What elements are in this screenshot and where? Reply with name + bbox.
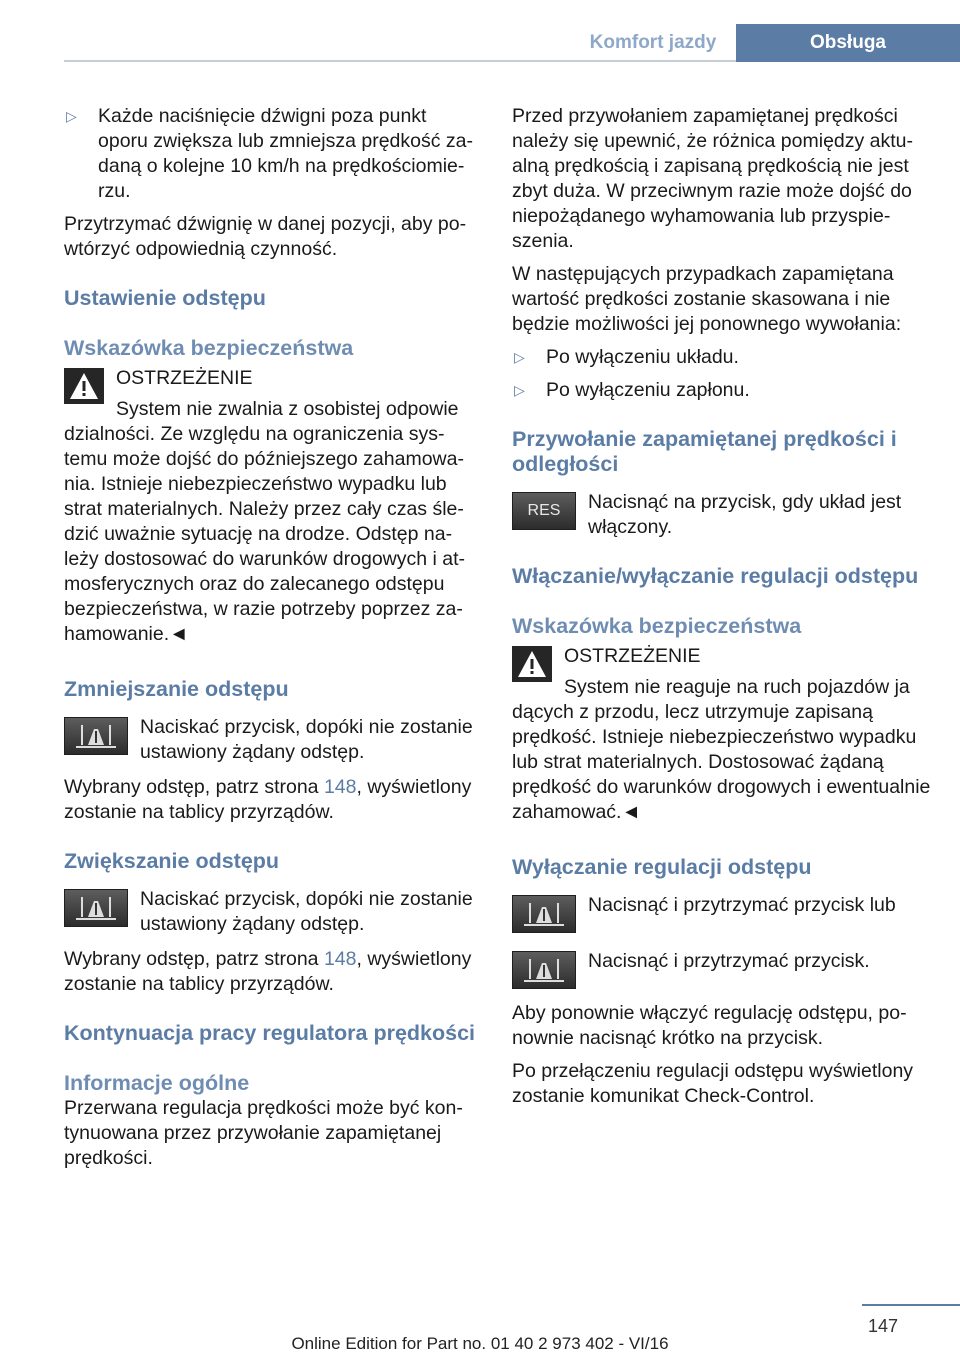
instruction-text: Nacisnąć i przytrzymać przycisk lub — [588, 894, 896, 916]
recall-instruction — [512, 490, 932, 540]
section-heading: Przywołanie zapamiętanej prędkości i odległości — [512, 427, 897, 476]
res-button-icon: RES — [512, 492, 576, 530]
section-heading: Zmniejszanie odstępu — [64, 677, 289, 701]
warning-text: System nie reaguje na ruch pojazdów ja — [564, 676, 910, 698]
paragraph: Aby ponownie włączyć regulację odstępu, ponownie nacisnąć krótko na przycisk. — [512, 1002, 907, 1049]
paragraph: Przed przywołaniem zapamiętanej prędkości należy się upewnić, że różnica pomiędzy aktualną prędkością i zapisaną prędkością nie jest zbyt duża. W przeciwnym razie może dojść do niepożądanego wyhamowania lub przyspieszenia. — [512, 105, 914, 252]
warning-triangle-icon — [64, 368, 104, 404]
reference-text: Wybrany odstęp, patrz strona — [64, 776, 324, 798]
bullet-text: Każde naciśnięcie dźwigni poza punkt oporu zwiększa lub zmniejsza prędkość zadaną o kolejne 10 km/h na prędkościomierzu. — [98, 105, 474, 202]
warning-text-rest: dzialności. Ze względu na ograniczenia systemu może dojść do późniejszego zahamowania. Istnieje niebezpieczeństwo wypadku lub strat materialnych. Należy przez cały czas śledzić uważnie sytuację na drodze. Odstęp należy dostosować do warunków drogowych i atmosferycznych oraz do zalecanego odstępu bezpieczeństwa, w razie potrzeby poprzez zahamowanie.◄ — [64, 423, 466, 645]
page-number: 147 — [867, 1316, 898, 1336]
distance-button-icon — [64, 717, 128, 755]
reference-text: Wybrany odstęp, patrz strona — [64, 948, 324, 970]
reference-text: , wyświetlony zostanie na tablicy przyrządów. — [64, 776, 472, 823]
distance-button-icon — [512, 895, 576, 933]
reference-paragraph — [64, 775, 478, 825]
footer-rule — [862, 1304, 960, 1306]
instruction-text: Nacisnąć i przytrzymać przycisk. — [588, 950, 870, 972]
warning-title: OSTRZEŻENIE — [116, 367, 253, 389]
bullet-text: Po wyłączeniu układu. — [546, 346, 739, 368]
off-instruction — [512, 949, 932, 991]
section-heading: Ustawienie odstępu — [64, 286, 266, 310]
off-instruction — [512, 893, 932, 935]
left-column — [64, 104, 478, 1171]
warning-text-rest: dących z przodu, lecz utrzymuje zapisaną prędkość. Istnieje niebezpieczeństwo wypadku lub strat materialnych. Dostosować żądaną prędkość do warunków drogowych i ewentualnie zahamować.◄ — [512, 701, 931, 823]
instruction-text: Naciskać przycisk, dopóki nie zostanie ustawiony żądany odstęp. — [140, 888, 473, 935]
subsection-heading: Wskazówka bezpieczeństwa — [512, 614, 802, 638]
warning-triangle-icon — [512, 646, 552, 682]
section-heading: Włączanie/wyłączanie regulacji odstępu — [512, 564, 919, 588]
bullet-item — [512, 378, 932, 403]
tab-section[interactable]: Komfort jazdy — [589, 32, 717, 53]
subsection-heading: Informacje ogólne — [64, 1071, 250, 1095]
edition-footer: Online Edition for Part no. 01 40 2 973 402 - VI/16 — [291, 1334, 669, 1353]
bullet-text: Po wyłączeniu zapłonu. — [546, 379, 750, 401]
distance-button-icon — [64, 889, 128, 927]
section-heading: Wyłączanie regulacji odstępu — [512, 855, 812, 879]
instruction-text: Naciskać przycisk, dopóki nie zostanie ustawiony żądany odstęp. — [140, 716, 473, 763]
subsection-heading: Wskazówka bezpieczeństwa — [64, 336, 354, 360]
reference-paragraph — [64, 947, 478, 997]
paragraph: Przytrzymać dźwignię w danej pozycji, aby powtórzyć odpowiednią czynność. — [64, 213, 467, 260]
bullet-triangle-icon: ▷ — [514, 349, 525, 365]
tab-chapter[interactable]: Obsługa — [736, 24, 960, 62]
page-link[interactable]: 148 — [323, 776, 357, 798]
instruction-text: Nacisnąć na przycisk, gdy układ jest włączony. — [588, 491, 902, 538]
warning-text: System nie zwalnia z osobistej odpowie — [116, 398, 459, 420]
paragraph: Przerwana regulacja prędkości może być kontynuowana przez przywołanie zapamiętanej prędkości. — [64, 1097, 463, 1169]
increase-instruction — [64, 887, 478, 937]
bullet-triangle-icon: ▷ — [66, 108, 77, 124]
warning-block — [64, 366, 478, 647]
distance-button-icon — [512, 951, 576, 989]
reference-text: , wyświetlony zostanie na tablicy przyrządów. — [64, 948, 472, 995]
warning-block — [512, 644, 932, 825]
paragraph: Po przełączeniu regulacji odstępu wyświetlony zostanie komunikat Check-Control. — [512, 1060, 914, 1107]
bullet-triangle-icon: ▷ — [514, 382, 525, 398]
warning-title: OSTRZEŻENIE — [564, 645, 701, 667]
page-link[interactable]: 148 — [323, 948, 357, 970]
section-heading: Zwiększanie odstępu — [64, 849, 280, 873]
right-column — [512, 104, 932, 1109]
bullet-item — [512, 345, 932, 370]
bullet-item — [64, 104, 478, 204]
paragraph: W następujących przypadkach zapamiętana wartość prędkości zostanie skasowana i nie będzie możliwości jej ponownego wywołania: — [512, 263, 902, 335]
decrease-instruction — [64, 715, 478, 765]
section-heading: Kontynuacja pracy regulatora prędkości — [64, 1021, 476, 1045]
